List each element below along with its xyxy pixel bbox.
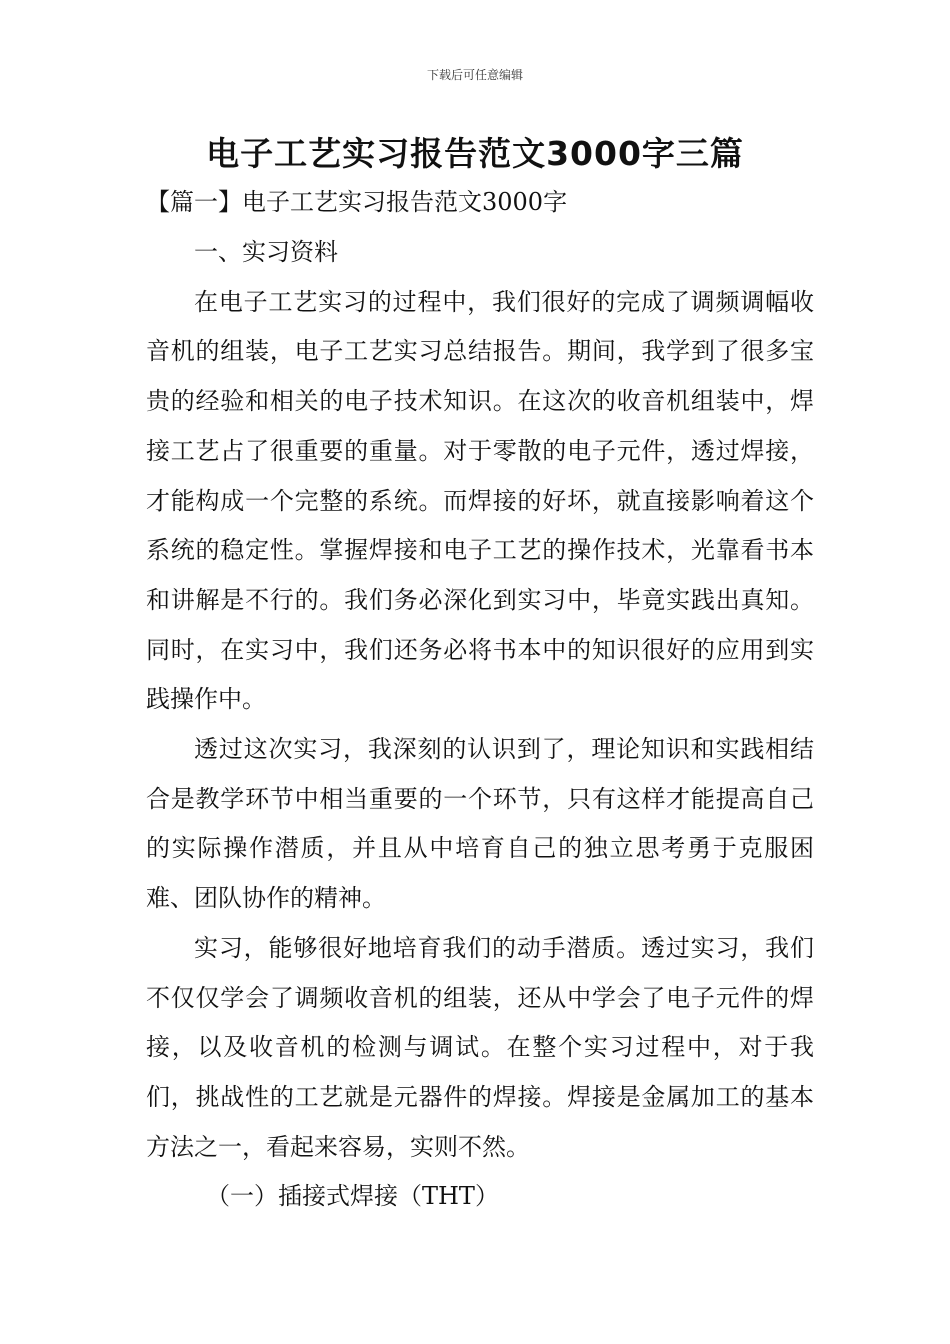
subheading-materials: 一、实习资料 xyxy=(194,238,338,266)
paragraph-3: 实习，能够很好地培育我们的动手潜质。透过实习，我们不仅仅学会了调频收音机的组装，还从中学会了电子元件的焊接，以及收音机的检测与调试。在整个实习过程中，对于我们，挑战性的工艺就是元器件的焊接。焊接是金属加工的基本方法之一，看起来容易，实则不然。 xyxy=(146,933,814,1161)
subheading-tht: （一）插接式焊接（THT） xyxy=(206,1182,499,1211)
header-note: 下载后可任意编辑 xyxy=(426,68,523,82)
paragraph-2: 透过这次实习，我深刻的认识到了，理论知识和实践相结合是教学环节中相当重要的一个环节，只有这样才能提高自己的实际操作潜质，并且从中培育自己的独立思考勇于克服困难、团队协作的精神。 xyxy=(146,735,814,913)
document-body xyxy=(146,228,814,1222)
document-title: 电子工艺实习报告范文3000字三篇 xyxy=(206,134,744,173)
section-heading: 【篇一】电子工艺实习报告范文3000字 xyxy=(146,188,568,216)
paragraph-1: 在电子工艺实习的过程中，我们很好的完成了调频调幅收音机的组装，电子工艺实习总结报告。期间，我学到了很多宝贵的经验和相关的电子技术知识。在这次的收音机组装中，焊接工艺占了很重要的重量。对于零散的电子元件，透过焊接，才能构成一个完整的系统。而焊接的好坏，就直接影响着这个系统的稳定性。掌握焊接和电子工艺的操作技术，光靠看书本和讲解是不行的。我们务必深化到实习中，毕竟实践出真知。同时，在实习中，我们还务必将书本中的知识很好的应用到实践操作中。 xyxy=(146,287,814,714)
